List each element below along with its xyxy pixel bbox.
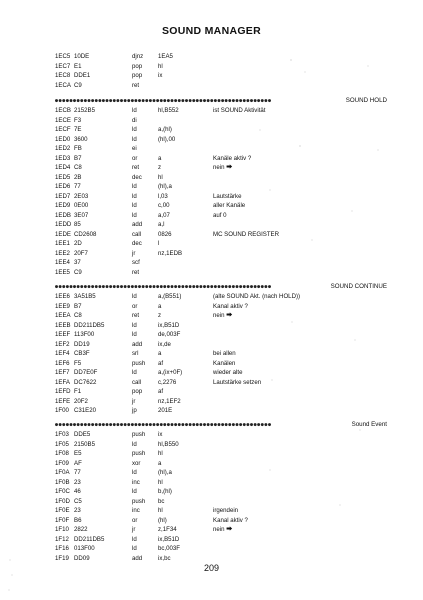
comment: Kanal aktiv ?: [213, 302, 248, 310]
listing-line: [55, 144, 387, 154]
opcode-hex: 2B: [74, 173, 82, 181]
listing-line: [55, 71, 387, 81]
address: 1F16: [55, 545, 69, 552]
operand: 1EA5: [158, 53, 173, 60]
mnemonic: ei: [132, 145, 137, 152]
mnemonic: ld: [132, 293, 137, 300]
listing-line: [55, 468, 387, 478]
operand: ix: [158, 431, 163, 438]
operand: af: [158, 359, 164, 367]
operand: b,(hl): [158, 488, 172, 495]
page-title: SOUND MANAGER: [162, 25, 261, 37]
address: 1EF7: [55, 369, 70, 376]
comment: Kanäle aktiv ?: [213, 154, 252, 162]
opcode-hex: 23: [74, 478, 81, 486]
comment: Kanälen: [213, 359, 236, 367]
address: 1EC8: [55, 72, 71, 79]
address: 1EC7: [55, 62, 71, 70]
mnemonic: call: [132, 378, 142, 386]
listing-line: [55, 487, 387, 497]
comment: ist SOUND Aktivität: [213, 107, 266, 114]
section-separator: [55, 420, 387, 430]
mnemonic: push: [132, 450, 146, 457]
listing-line: [55, 359, 387, 369]
mnemonic: jr: [132, 249, 136, 257]
operand: a,(hl): [158, 126, 172, 133]
operand: hl: [158, 62, 163, 70]
comment: Kanal aktiv ?: [213, 516, 248, 524]
opcode-hex: C9: [74, 268, 82, 276]
operand: a: [158, 350, 162, 357]
mnemonic: add: [132, 221, 143, 228]
listing-line: [55, 321, 387, 331]
listing-line: [55, 220, 387, 230]
address: 1EF2: [55, 340, 70, 348]
mnemonic: pop: [132, 388, 143, 395]
address: 1EDD: [55, 221, 72, 228]
mnemonic: ld: [132, 321, 137, 329]
mnemonic: add: [132, 554, 143, 562]
address: 1EE9: [55, 302, 70, 310]
listing-line: [55, 368, 387, 378]
mnemonic: call: [132, 230, 142, 238]
listing-line: [55, 349, 387, 359]
dotted-rule: ●●●●●●●●●●●●●●●●●●●●●●●●●●●●●●●●●●●●●●●●●●●●●●●●●●●●●●●●●●●●: [55, 422, 272, 428]
opcode-hex: C5: [74, 497, 82, 505]
page-number: 209: [203, 563, 220, 573]
comment: irgendein: [213, 507, 239, 514]
opcode-hex: AF: [74, 459, 82, 467]
listing-line: [55, 516, 387, 526]
mnemonic: add: [132, 340, 143, 348]
operand: z: [158, 164, 162, 171]
section-separator: [55, 96, 387, 106]
operand: l,03: [158, 192, 168, 200]
operand: hl,B552: [158, 107, 179, 114]
opcode-hex: 7E: [74, 126, 82, 133]
opcode-hex: 77: [74, 469, 81, 476]
address: 1F0F: [55, 516, 70, 524]
opcode-hex: DDE5: [74, 431, 91, 438]
mnemonic: push: [132, 359, 146, 367]
mnemonic: ld: [132, 488, 137, 495]
comment: Lautstärke: [213, 192, 242, 200]
listing-line: [55, 535, 387, 545]
operand: nz,1EDB: [158, 249, 183, 257]
comment: nein ⮕: [213, 312, 233, 319]
listing-line: [55, 211, 387, 221]
listing-line: [55, 554, 387, 564]
section-title: SOUND CONTINUE: [330, 283, 387, 290]
operand: 0826: [158, 230, 172, 238]
operand: a,07: [158, 211, 170, 219]
listing-line: [55, 81, 387, 91]
address: 1EE5: [55, 268, 70, 276]
listing-line: [55, 292, 387, 302]
listing-line: [55, 52, 387, 62]
address: 1EE2: [55, 249, 70, 257]
operand: c,00: [158, 202, 170, 209]
address: 1F0D: [55, 497, 70, 505]
opcode-hex: B6: [74, 516, 82, 524]
address: 1F0C: [55, 488, 70, 495]
listing-line: [55, 449, 387, 459]
opcode-hex: 2D: [74, 240, 82, 247]
listing-line: [55, 378, 387, 388]
code-block-sound-event: [55, 420, 387, 563]
mnemonic: ld: [132, 469, 137, 476]
address: 1ED3: [55, 154, 71, 162]
address: 1F19: [55, 554, 69, 562]
mnemonic: or: [132, 154, 138, 162]
opcode-hex: 2E03: [74, 192, 89, 200]
comment: MC SOUND REGISTER: [213, 230, 280, 238]
opcode-hex: 3E07: [74, 211, 89, 219]
operand: 201E: [158, 407, 173, 414]
opcode-hex: DD19: [74, 340, 90, 348]
comment: nein ⮕: [213, 526, 233, 533]
opcode-hex: FB: [74, 145, 82, 152]
listing-line: [55, 506, 387, 516]
listing-line: [55, 387, 387, 397]
operand: a: [158, 459, 162, 467]
operand: (hl),a: [158, 183, 172, 190]
address: 1ECE: [55, 116, 71, 124]
listing-line: [55, 544, 387, 554]
listing-line: [55, 397, 387, 407]
opcode-hex: DDE1: [74, 72, 91, 79]
address: 1F00: [55, 407, 69, 414]
listing-line: [55, 330, 387, 340]
opcode-hex: C31E20: [74, 407, 97, 414]
opcode-hex: F1: [74, 388, 82, 395]
address: 1EC5: [55, 53, 71, 60]
mnemonic: ld: [132, 545, 137, 552]
listing-line: [55, 135, 387, 145]
address: 1EEA: [55, 312, 71, 319]
opcode-hex: 3600: [74, 135, 88, 143]
opcode-hex: 20F7: [74, 249, 88, 257]
operand: ix: [158, 72, 163, 79]
opcode-hex: 3A51B5: [74, 293, 96, 300]
address: 1EFE: [55, 397, 71, 405]
opcode-hex: B7: [74, 302, 82, 310]
address: 1F12: [55, 535, 69, 543]
operand: a: [158, 154, 162, 162]
operand: ix,B51D: [158, 535, 180, 543]
opcode-hex: 37: [74, 259, 81, 266]
comment: Lautstärke setzen: [213, 378, 262, 386]
opcode-hex: 85: [74, 221, 81, 228]
opcode-hex: DD211DB5: [74, 535, 105, 543]
address: 1F05: [55, 440, 69, 448]
operand: z: [158, 312, 162, 319]
operand: (hl),a: [158, 469, 172, 476]
operand: a,(ix+0F): [158, 369, 183, 376]
operand: hl: [158, 507, 163, 514]
address: 1ED4: [55, 164, 71, 171]
opcode-hex: 013F00: [74, 545, 95, 552]
opcode-hex: 2150B5: [74, 440, 96, 448]
address: 1ED5: [55, 173, 71, 181]
mnemonic: or: [132, 516, 138, 524]
listing-line: [55, 430, 387, 440]
listing-line: [55, 340, 387, 350]
mnemonic: push: [132, 497, 146, 505]
address: 1ECA: [55, 81, 71, 89]
address: 1ECF: [55, 126, 71, 133]
code-block: [55, 52, 387, 90]
listing-line: [55, 173, 387, 183]
listing-line: [55, 249, 387, 259]
listing-line: [55, 440, 387, 450]
mnemonic: ld: [132, 211, 137, 219]
mnemonic: ld: [132, 535, 137, 543]
opcode-hex: DD211DB5: [74, 321, 105, 329]
mnemonic: srl: [132, 350, 139, 357]
opcode-hex: C9: [74, 81, 82, 89]
address: 1F10: [55, 526, 69, 533]
address: 1EFA: [55, 378, 70, 386]
code-block-sound-hold: [55, 96, 387, 277]
operand: af: [158, 388, 164, 395]
mnemonic: ret: [132, 81, 140, 89]
section-title: SOUND HOLD: [345, 97, 387, 104]
mnemonic: ret: [132, 164, 140, 171]
listing-line: [55, 311, 387, 321]
opcode-hex: 23: [74, 507, 81, 514]
mnemonic: ld: [132, 331, 137, 338]
opcode-hex: 20F2: [74, 397, 88, 405]
opcode-hex: F3: [74, 116, 82, 124]
operand: a: [158, 302, 162, 310]
address: 1F09: [55, 459, 69, 467]
dotted-rule: ●●●●●●●●●●●●●●●●●●●●●●●●●●●●●●●●●●●●●●●●●●●●●●●●●●●●●●●●●●●●: [55, 284, 272, 290]
mnemonic: ld: [132, 135, 137, 143]
address: 1ED0: [55, 135, 71, 143]
mnemonic: ret: [132, 268, 140, 276]
mnemonic: inc: [132, 507, 140, 514]
mnemonic: pop: [132, 62, 143, 70]
operand: bc,003F: [158, 545, 181, 552]
mnemonic: ld: [132, 126, 137, 133]
operand: bc: [158, 497, 165, 505]
operand: (hl): [158, 516, 167, 524]
address: 1F08: [55, 450, 69, 457]
listing-line: [55, 239, 387, 249]
operand: hl,B550: [158, 440, 179, 448]
mnemonic: dec: [132, 240, 142, 247]
mnemonic: ld: [132, 440, 137, 448]
address: 1ED9: [55, 202, 71, 209]
comment: aller Kanäle: [213, 202, 246, 209]
listing-line: [55, 182, 387, 192]
opcode-hex: DD09: [74, 554, 90, 562]
address: 1EE6: [55, 293, 70, 300]
address: 1EEB: [55, 321, 71, 329]
operand: hl: [158, 450, 163, 457]
mnemonic: ret: [132, 312, 140, 319]
opcode-hex: 10DE: [74, 53, 90, 60]
mnemonic: di: [132, 116, 137, 124]
listing-line: [55, 525, 387, 535]
operand: a,l: [158, 221, 165, 228]
address: 1ECB: [55, 107, 71, 114]
address: 1F0B: [55, 478, 70, 486]
dotted-rule: ●●●●●●●●●●●●●●●●●●●●●●●●●●●●●●●●●●●●●●●●●●●●●●●●●●●●●●●●●●●●: [55, 98, 272, 104]
listing-line: [55, 459, 387, 469]
mnemonic: jp: [132, 407, 137, 414]
opcode-hex: B7: [74, 154, 82, 162]
operand: ix,bc: [158, 554, 171, 562]
opcode-hex: DC7622: [74, 378, 97, 386]
comment: wieder alte: [213, 369, 243, 376]
mnemonic: inc: [132, 478, 140, 486]
address: 1EDB: [55, 211, 71, 219]
listing-line: [55, 62, 387, 72]
address: 1EE4: [55, 259, 70, 266]
operand: (hl),00: [158, 135, 176, 143]
code-block-sound-continue: [55, 282, 387, 416]
operand: l: [158, 240, 160, 247]
operand: z,1F34: [158, 526, 177, 533]
operand: c,2276: [158, 378, 177, 386]
address: 1EFD: [55, 388, 71, 395]
listing-line: [55, 154, 387, 164]
address: 1EEF: [55, 331, 71, 338]
opcode-hex: C8: [74, 312, 82, 319]
listing-line: [55, 125, 387, 135]
mnemonic: ld: [132, 369, 137, 376]
opcode-hex: 0E00: [74, 202, 89, 209]
address: 1F0E: [55, 507, 70, 514]
mnemonic: jr: [132, 526, 136, 533]
section-title: Sound Event: [351, 421, 387, 428]
opcode-hex: E1: [74, 62, 82, 70]
listing-line: [55, 302, 387, 312]
mnemonic: xor: [132, 459, 141, 467]
listing-line: [55, 163, 387, 173]
mnemonic: or: [132, 302, 138, 310]
mnemonic: dec: [132, 173, 142, 181]
mnemonic: ld: [132, 183, 137, 190]
listing-line: [55, 497, 387, 507]
mnemonic: pop: [132, 72, 143, 79]
opcode-hex: 2152B5: [74, 107, 96, 114]
address: 1EF4: [55, 350, 70, 357]
operand: a,(B551): [158, 293, 182, 300]
listing-line: [55, 230, 387, 240]
listing-line: [55, 478, 387, 488]
section-separator: [55, 282, 387, 292]
operand: de,003F: [158, 331, 181, 338]
mnemonic: ld: [132, 107, 137, 114]
address: 1EDE: [55, 230, 71, 238]
comment: nein ⮕: [213, 164, 233, 171]
opcode-hex: C8: [74, 164, 82, 171]
operand: ix,B51D: [158, 321, 180, 329]
listing-line: [55, 192, 387, 202]
opcode-hex: F5: [74, 359, 82, 367]
address: 1F03: [55, 431, 69, 438]
mnemonic: push: [132, 431, 146, 438]
comment: bei allen: [213, 350, 236, 357]
address: 1ED2: [55, 145, 71, 152]
operand: ix,de: [158, 340, 171, 348]
mnemonic: scf: [132, 259, 140, 266]
address: 1ED6: [55, 183, 71, 190]
listing-line: [55, 258, 387, 268]
opcode-hex: DD7E0F: [74, 369, 98, 376]
mnemonic: ld: [132, 202, 137, 209]
address: 1EE1: [55, 240, 70, 247]
address: 1F0A: [55, 469, 70, 476]
listing-line: [55, 268, 387, 278]
mnemonic: jr: [132, 397, 136, 405]
opcode-hex: CB3F: [74, 350, 90, 357]
address: 1ED7: [55, 192, 71, 200]
address: 1EF6: [55, 359, 70, 367]
operand: nz,1EF2: [158, 397, 181, 405]
listing-line: [55, 201, 387, 211]
opcode-hex: 113F00: [74, 331, 95, 338]
mnemonic: ld: [132, 192, 137, 200]
listing-line: [55, 106, 387, 116]
listing-line: [55, 406, 387, 416]
operand: hl: [158, 173, 163, 181]
comment: (alte SOUND Akt. (nach HOLD)): [213, 293, 301, 300]
opcode-hex: E5: [74, 450, 82, 457]
listing-line: [55, 116, 387, 126]
opcode-hex: 2822: [74, 526, 88, 533]
mnemonic: djnz: [132, 53, 144, 60]
opcode-hex: CD2608: [74, 230, 97, 238]
operand: hl: [158, 478, 163, 486]
opcode-hex: 77: [74, 183, 81, 190]
opcode-hex: 46: [74, 488, 81, 495]
comment: auf 0: [213, 211, 227, 219]
